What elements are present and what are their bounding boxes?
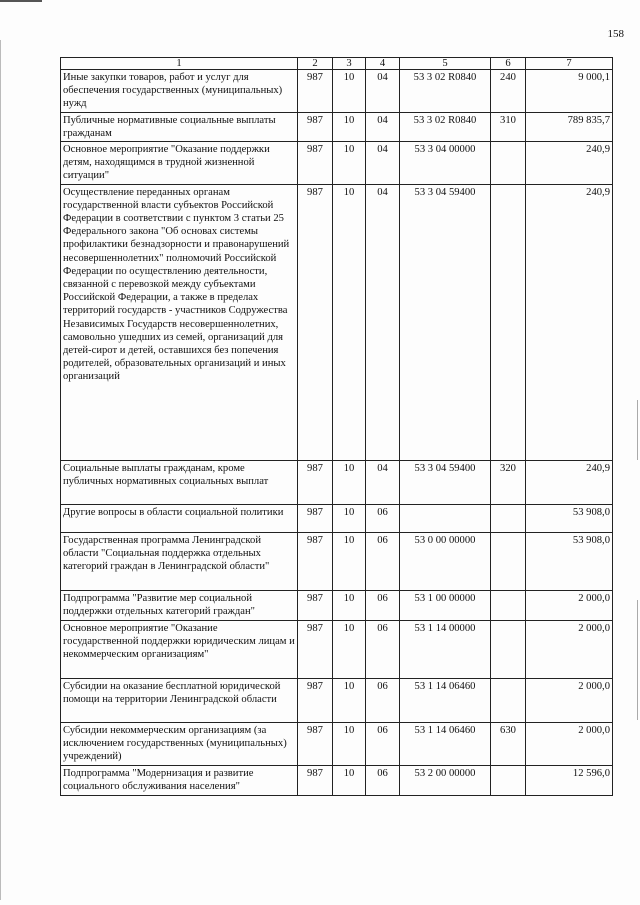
row-gr: 987 [298, 504, 333, 532]
row-csr: 53 3 02 R0840 [400, 112, 491, 141]
row-name: Подпрограмма "Модернизация и развитие социального обслуживания населения" [61, 765, 298, 795]
row-vr: 240 [491, 70, 526, 113]
row-csr: 53 1 00 00000 [400, 590, 491, 620]
header-cell: 6 [491, 58, 526, 70]
table-row [61, 112, 613, 141]
row-pr: 04 [366, 112, 400, 141]
row-gr: 987 [298, 70, 333, 113]
budget-table [60, 57, 613, 796]
table-row [61, 504, 613, 532]
row-pr: 06 [366, 678, 400, 722]
row-pr: 06 [366, 620, 400, 678]
row-name: Осуществление переданных органам государственной власти субъектов Российской Федерации в соответствии с пунктом 3 статьи 25 Федерального закона "Об основах системы профилактики безнадзорности и правонарушений несовершеннолетних" полномочий Российской Федерации по осуществлению деятельности, связанной с перевозкой между субъектами Российской Федерации, а также в пределах территорий государств - участников Содружества Независимых Государств несовершеннолетних, самовольно ушедших из семей, организаций для детей-сирот и детей, оставшихся без попечения родителей, образовательных организаций и иных организаций [61, 184, 298, 460]
row-name: Основное мероприятие "Оказание поддержки детям, находящимся в трудной жизненной ситуации" [61, 142, 298, 185]
row-vr [491, 678, 526, 722]
table-row [61, 532, 613, 590]
row-rz: 10 [333, 722, 366, 765]
row-vr [491, 765, 526, 795]
row-gr: 987 [298, 532, 333, 590]
row-rz: 10 [333, 460, 366, 504]
row-name: Публичные нормативные социальные выплаты гражданам [61, 112, 298, 141]
scan-right-edge [637, 400, 638, 460]
scan-edge-mark [0, 0, 42, 2]
row-csr: 53 3 02 R0840 [400, 70, 491, 113]
row-gr: 987 [298, 142, 333, 185]
row-rz: 10 [333, 112, 366, 141]
row-vr [491, 142, 526, 185]
table-row [61, 460, 613, 504]
row-pr: 04 [366, 184, 400, 460]
table-row [61, 722, 613, 765]
row-csr: 53 3 04 59400 [400, 460, 491, 504]
row-rz: 10 [333, 142, 366, 185]
row-rz: 10 [333, 532, 366, 590]
row-pr: 04 [366, 142, 400, 185]
row-pr: 06 [366, 722, 400, 765]
row-pr: 06 [366, 590, 400, 620]
row-vr [491, 504, 526, 532]
row-sum: 2 000,0 [526, 620, 613, 678]
table-row [61, 590, 613, 620]
row-sum: 2 000,0 [526, 722, 613, 765]
row-sum: 12 596,0 [526, 765, 613, 795]
row-pr: 04 [366, 460, 400, 504]
row-name: Иные закупки товаров, работ и услуг для обеспечения государственных (муниципальных) нужд [61, 70, 298, 113]
row-rz: 10 [333, 70, 366, 113]
row-name: Социальные выплаты гражданам, кроме публичных нормативных социальных выплат [61, 460, 298, 504]
row-sum: 9 000,1 [526, 70, 613, 113]
row-gr: 987 [298, 184, 333, 460]
table-row [61, 184, 613, 460]
row-vr [491, 590, 526, 620]
row-name: Подпрограмма "Развитие мер социальной поддержки отдельных категорий граждан" [61, 590, 298, 620]
row-csr: 53 1 14 00000 [400, 620, 491, 678]
table-row [61, 142, 613, 185]
row-vr: 310 [491, 112, 526, 141]
row-vr [491, 532, 526, 590]
row-rz: 10 [333, 678, 366, 722]
header-cell: 7 [526, 58, 613, 70]
header-cell: 1 [61, 58, 298, 70]
row-name: Государственная программа Ленинградской области "Социальная поддержка отдельных категорий граждан в Ленинградской области" [61, 532, 298, 590]
row-csr: 53 3 04 00000 [400, 142, 491, 185]
row-csr: 53 0 00 00000 [400, 532, 491, 590]
row-gr: 987 [298, 620, 333, 678]
table-row [61, 765, 613, 795]
row-name: Субсидии на оказание бесплатной юридической помощи на территории Ленинградской области [61, 678, 298, 722]
row-rz: 10 [333, 184, 366, 460]
row-vr [491, 184, 526, 460]
row-rz: 10 [333, 620, 366, 678]
row-pr: 06 [366, 532, 400, 590]
table-row [61, 70, 613, 113]
row-csr: 53 1 14 06460 [400, 678, 491, 722]
table-row [61, 678, 613, 722]
header-row [61, 58, 613, 70]
row-gr: 987 [298, 590, 333, 620]
row-csr: 53 1 14 06460 [400, 722, 491, 765]
row-gr: 987 [298, 460, 333, 504]
row-vr: 630 [491, 722, 526, 765]
scan-left-edge [0, 40, 1, 900]
header-cell: 4 [366, 58, 400, 70]
row-sum: 240,9 [526, 142, 613, 185]
row-csr: 53 2 00 00000 [400, 765, 491, 795]
row-pr: 04 [366, 70, 400, 113]
row-sum: 53 908,0 [526, 504, 613, 532]
page-number: 158 [607, 28, 624, 40]
row-name: Субсидии некоммерческим организациям (за исключением государственных (муниципальных) учреждений) [61, 722, 298, 765]
table-row [61, 620, 613, 678]
row-rz: 10 [333, 765, 366, 795]
row-sum: 240,9 [526, 184, 613, 460]
row-csr [400, 504, 491, 532]
row-vr [491, 620, 526, 678]
row-gr: 987 [298, 678, 333, 722]
row-sum: 53 908,0 [526, 532, 613, 590]
row-gr: 987 [298, 765, 333, 795]
row-pr: 06 [366, 765, 400, 795]
row-name: Другие вопросы в области социальной политики [61, 504, 298, 532]
row-rz: 10 [333, 590, 366, 620]
row-name: Основное мероприятие "Оказание государственной поддержки юридическим лицам и некоммерческим организациям" [61, 620, 298, 678]
row-gr: 987 [298, 112, 333, 141]
row-rz: 10 [333, 504, 366, 532]
scan-right-edge [637, 600, 638, 720]
header-cell: 2 [298, 58, 333, 70]
row-sum: 2 000,0 [526, 590, 613, 620]
row-sum: 240,9 [526, 460, 613, 504]
row-sum: 2 000,0 [526, 678, 613, 722]
header-cell: 5 [400, 58, 491, 70]
row-pr: 06 [366, 504, 400, 532]
row-csr: 53 3 04 59400 [400, 184, 491, 460]
header-cell: 3 [333, 58, 366, 70]
row-gr: 987 [298, 722, 333, 765]
row-sum: 789 835,7 [526, 112, 613, 141]
row-vr: 320 [491, 460, 526, 504]
